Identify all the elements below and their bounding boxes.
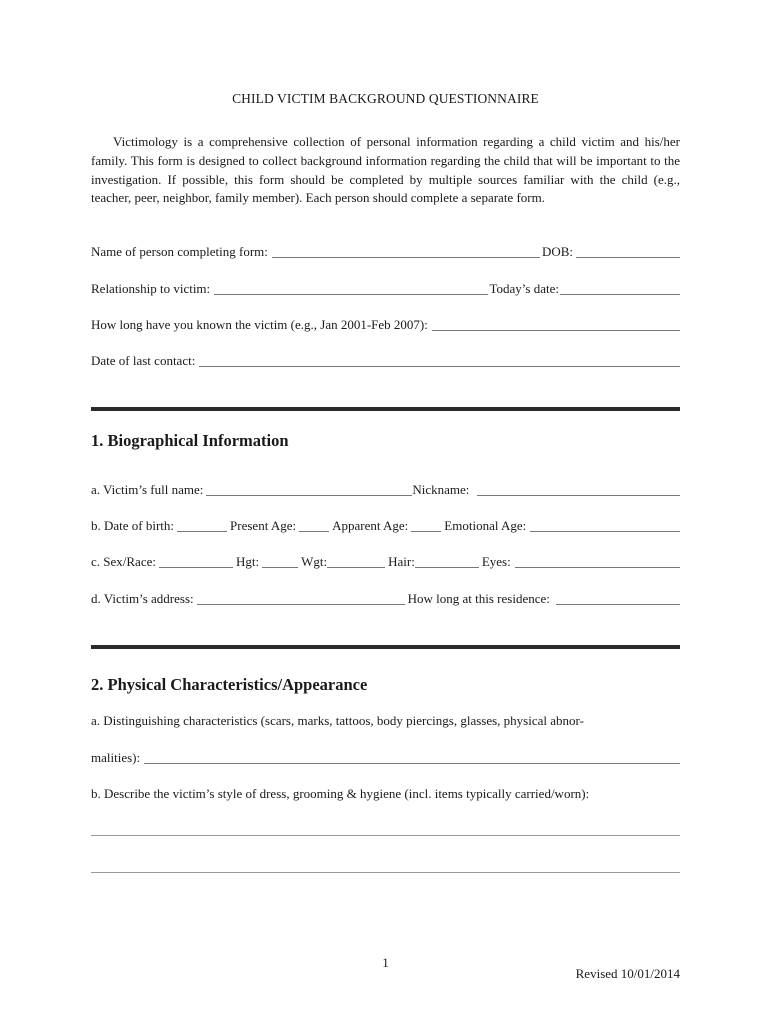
distinguishing-label: a. Distinguishing characteristics (scars, marks, tattoos, body piercings, glasses, physical abnor-: [91, 713, 584, 728]
abnormalities-label: malities):: [91, 750, 141, 765]
eyes-label: Eyes:: [481, 554, 511, 569]
relationship-row: [91, 281, 680, 297]
apparent-age-label: Apparent Age:: [332, 518, 409, 533]
today-date-label: Today’s date:: [489, 281, 559, 296]
apparent-age-field[interactable]: [411, 519, 441, 532]
last-contact-row: [91, 353, 680, 369]
known-label: How long have you known the victim (e.g., Jan 2001-Feb 2007):: [91, 317, 428, 332]
known-field[interactable]: [432, 318, 680, 331]
form-title: CHILD VICTIM BACKGROUND QUESTIONNAIRE: [232, 91, 539, 106]
form-page: [91, 0, 680, 1024]
name-label: Name of person completing form:: [91, 244, 268, 259]
intro-paragraph: [91, 133, 680, 208]
sex-race-label: c. Sex/Race:: [91, 554, 156, 569]
emotional-age-label: Emotional Age:: [444, 518, 527, 533]
address-label: d. Victim’s address:: [91, 591, 194, 606]
hair-label: Hair:: [388, 554, 415, 569]
relationship-field[interactable]: [214, 282, 487, 295]
known-row: [91, 317, 680, 333]
last-contact-field[interactable]: [199, 354, 680, 367]
page-number: 1: [382, 955, 389, 970]
eyes-field[interactable]: [515, 555, 680, 568]
today-date-field[interactable]: [560, 282, 680, 295]
dob-field[interactable]: [576, 245, 680, 258]
nickname-field[interactable]: [477, 483, 680, 496]
s1-address-row: [91, 591, 680, 607]
s1-name-row: [91, 482, 680, 498]
present-age-label: Present Age:: [230, 518, 297, 533]
name-dob-row: [91, 244, 680, 260]
section-divider: [91, 407, 680, 411]
s1-physical-row: [91, 554, 680, 570]
intro-text: Victimology is a comprehensive collection of personal information regarding a child victim and his/her family. This form is designed to collect background information regarding the child that will be important to the investigation. If possible, this form should be completed by multiple sources familiar with the child (e.g., teacher, peer, neighbor, family member). Each person should complete a separate form.: [91, 134, 680, 206]
sex-race-field[interactable]: [159, 555, 233, 568]
wgt-field[interactable]: [327, 555, 385, 568]
s2-abnormalities-row: [91, 750, 680, 766]
name-field[interactable]: [272, 245, 540, 258]
address-field[interactable]: [197, 592, 405, 605]
dress-field-line-2[interactable]: [91, 872, 680, 873]
dress-label: b. Describe the victim’s style of dress, grooming & hygiene (incl. items typically carried/worn):: [91, 786, 590, 801]
relationship-label: Relationship to victim:: [91, 281, 211, 296]
dob-victim-label: b. Date of birth:: [91, 518, 175, 533]
last-contact-label: Date of last contact:: [91, 353, 196, 368]
section-divider: [91, 645, 680, 649]
residence-duration-field[interactable]: [556, 592, 680, 605]
s1-age-row: [91, 518, 680, 534]
dob-label: DOB:: [541, 244, 573, 259]
hgt-label: Hgt:: [235, 554, 260, 569]
full-name-label: a. Victim’s full name:: [91, 482, 204, 497]
section1-heading: 1. Biographical Information: [91, 431, 289, 450]
revision-date: Revised 10/01/2014: [575, 966, 680, 981]
emotional-age-field[interactable]: [530, 519, 680, 532]
dob-victim-field[interactable]: [177, 519, 227, 532]
wgt-label: Wgt:: [301, 554, 328, 569]
section2-heading: 2. Physical Characteristics/Appearance: [91, 675, 368, 694]
hgt-field[interactable]: [262, 555, 298, 568]
dress-field-line-1[interactable]: [91, 835, 680, 836]
nickname-label: Nickname:: [412, 482, 470, 497]
present-age-field[interactable]: [299, 519, 329, 532]
s2-dress-row: [91, 786, 680, 802]
hair-field[interactable]: [415, 555, 479, 568]
s2-distinguishing-row: [91, 713, 680, 729]
residence-duration-label: How long at this residence:: [407, 591, 550, 606]
full-name-field[interactable]: [206, 483, 412, 496]
abnormalities-field[interactable]: [144, 751, 680, 764]
